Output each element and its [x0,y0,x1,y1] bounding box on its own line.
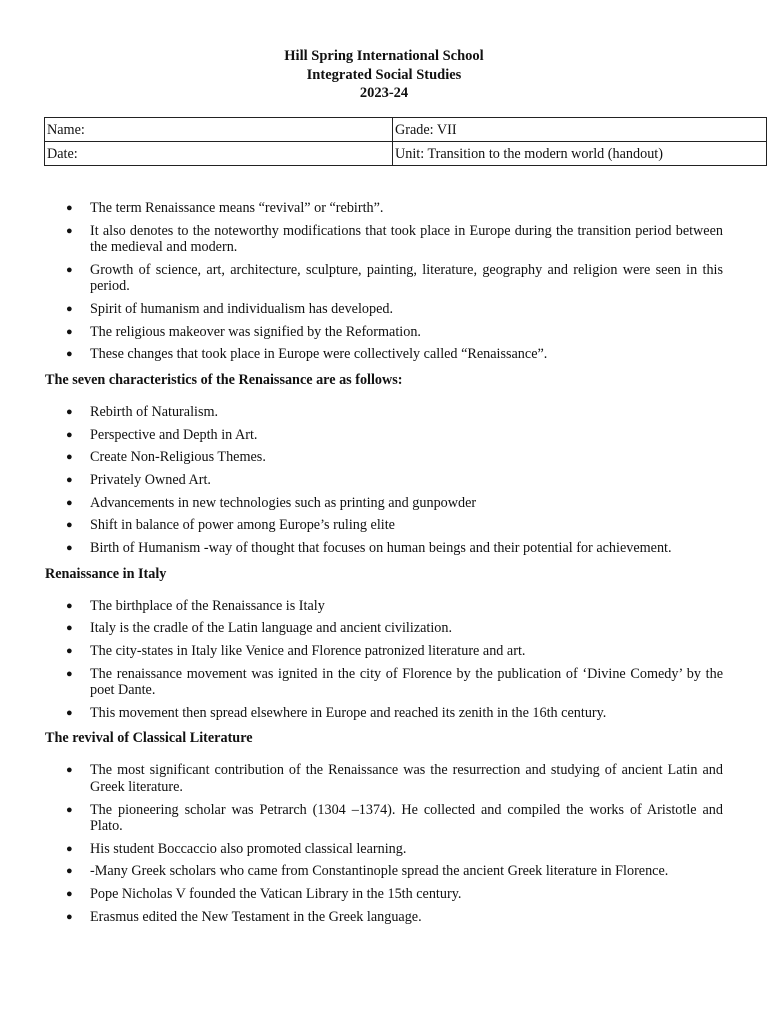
list-item [45,705,723,722]
list-item [45,909,723,926]
list-item [45,472,723,489]
list-item [45,427,723,444]
unit-cell: Unit: Transition to the modern world (handout) [393,142,767,166]
list-item-text: The city-states in Italy like Venice and Florence patronized literature and art. [90,642,526,659]
bullet-icon: ● [66,519,73,532]
list-item [45,540,723,557]
bullet-icon: ● [66,842,73,855]
list-item-text: Italy is the cradle of the Latin language and ancient civilization. [90,620,453,637]
bullet-icon: ● [66,644,73,657]
italy-heading: Renaissance in Italy [45,565,167,582]
bullet-icon: ● [66,325,73,338]
bullet-icon: ● [66,803,73,816]
list-item [45,200,723,217]
info-row [45,142,767,166]
bullet-icon: ● [66,348,73,361]
list-item-text: The renaissance movement was ignited in the city of Florence by the publication of ‘Divine Comedy’ by the poet Dante. [90,665,723,699]
list-item-text: The religious makeover was signified by the Reformation. [90,323,421,340]
list-item [45,262,723,295]
document-header [0,47,768,103]
list-item [45,449,723,466]
bullet-icon: ● [66,542,73,555]
list-item-text: Birth of Humanism -way of thought that focuses on human beings and their potential for achievement. [90,540,672,557]
list-item-text: Create Non-Religious Themes. [90,449,266,466]
list-item-text: Advancements in new technologies such as printing and gunpowder [90,494,477,511]
list-item-text: This movement then spread elsewhere in Europe and reached its zenith in the 16th century. [90,704,607,721]
list-item-text: The most significant contribution of the Renaissance was the resurrection and studying of ancient Latin and Greek literature. [90,762,723,795]
list-item [45,802,723,835]
list-item [45,886,723,903]
list-item-text: Rebirth of Naturalism. [90,403,219,420]
list-item-text: Perspective and Depth in Art. [90,426,258,443]
list-item [45,863,723,880]
bullet-icon: ● [66,865,73,878]
literature-heading: The revival of Classical Literature [45,730,253,747]
school-name: Hill Spring International School [284,48,484,64]
bullet-icon: ● [66,706,73,719]
characteristics-heading: The seven characteristics of the Renaissance are as follows: [45,371,403,388]
literature-list [45,762,723,925]
characteristics-list [45,404,723,557]
list-item-text: Spirit of humanism and individualism has developed. [90,301,394,318]
bullet-icon: ● [66,910,73,923]
bullet-icon: ● [66,764,73,777]
list-item [45,346,723,363]
list-item [45,517,723,534]
grade-cell: Grade: VII [393,118,767,142]
list-item [45,324,723,341]
italy-list [45,598,723,722]
subject-title: Integrated Social Studies [306,66,462,83]
academic-year: 2023-24 [359,85,409,101]
list-item-text: Growth of science, art, architecture, sculpture, painting, literature, geography and religion were seen in this period. [90,261,723,295]
list-item [45,666,723,699]
info-row [45,118,767,142]
list-item-text: His student Boccaccio also promoted classical learning. [90,840,407,857]
list-item [45,762,723,795]
bullet-icon: ● [66,474,73,486]
student-info-table [44,117,767,166]
list-item [45,404,723,421]
handout-content [45,200,723,931]
bullet-icon: ● [66,405,73,418]
bullet-icon: ● [66,428,73,441]
intro-list [45,200,723,363]
list-item [45,841,723,858]
list-item [45,598,723,615]
name-cell: Name: [45,118,393,142]
list-item-text: The pioneering scholar was Petrarch (1304 –1374). He collected and compiled the works of Aristotle and Plato. [90,801,723,834]
list-item [45,223,723,256]
list-item-text: Privately Owned Art. [90,472,211,488]
bullet-icon: ● [66,451,73,464]
list-item-text: It also denotes to the noteworthy modifications that took place in Europe during the transition period between the medieval and modern. [90,222,723,256]
date-cell: Date: [45,142,393,166]
bullet-icon: ● [66,622,73,635]
bullet-icon: ● [66,202,73,214]
list-item-text: The term Renaissance means “revival” or “rebirth”. [90,200,384,216]
bullet-icon: ● [66,888,73,901]
bullet-icon: ● [66,667,73,680]
list-item-text: -Many Greek scholars who came from Constantinople spread the ancient Greek literature in Florence. [90,863,669,880]
list-item-text: Pope Nicholas V founded the Vatican Library in the 15th century. [90,886,462,903]
list-item [45,301,723,318]
bullet-icon: ● [66,263,73,276]
list-item-text: These changes that took place in Europe were collectively called “Renaissance”. [90,346,548,363]
list-item [45,495,723,512]
list-item-text: Erasmus edited the New Testament in the Greek language. [90,908,422,925]
list-item [45,643,723,660]
bullet-icon: ● [66,303,73,316]
list-item [45,620,723,637]
list-item-text: Shift in balance of power among Europe’s ruling elite [90,517,395,534]
bullet-icon: ● [66,496,73,509]
bullet-icon: ● [66,224,73,237]
list-item-text: The birthplace of the Renaissance is Italy [90,597,325,614]
bullet-icon: ● [66,599,73,612]
